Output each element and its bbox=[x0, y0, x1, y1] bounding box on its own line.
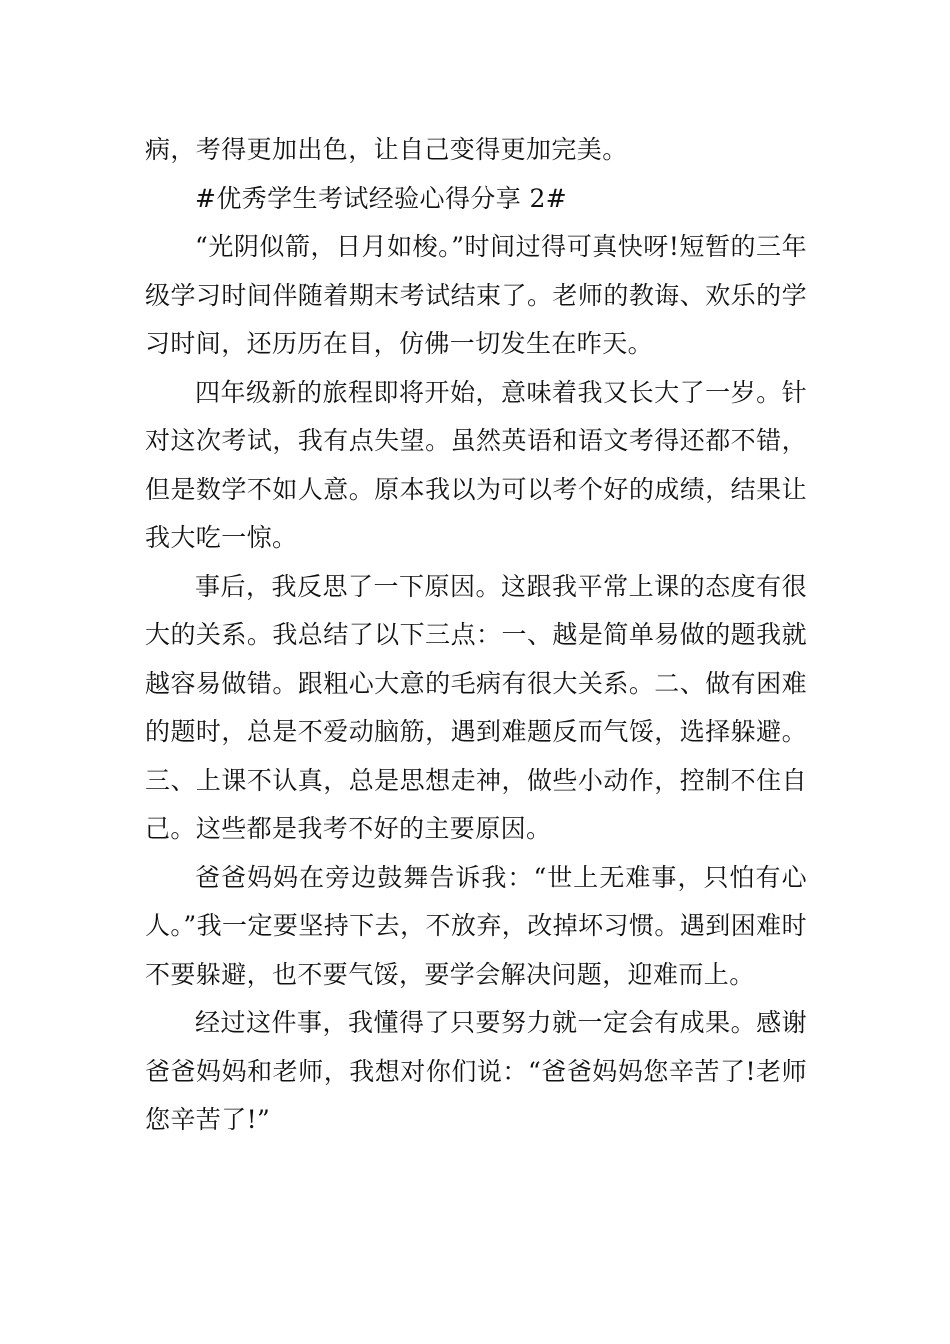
document-body bbox=[145, 126, 807, 1145]
paragraph-continuation: 病，考得更加出色，让自己变得更加完美。 bbox=[145, 135, 628, 164]
paragraph: 经过这件事，我懂得了只要努力就一定会有成果。感谢爸爸妈妈和老师，我想对你们说：“爸爸妈妈您辛苦了!老师您辛苦了!” bbox=[145, 1008, 807, 1134]
paragraph: 四年级新的旅程即将开始，意味着我又长大了一岁。针对这次考试，我有点失望。虽然英语和语文考得还都不错，但是数学不如人意。原本我以为可以考个好的成绩，结果让我大吃一惊。 bbox=[145, 377, 807, 552]
paragraph: 事后，我反思了一下原因。这跟我平常上课的态度有很大的关系。我总结了以下三点：一、越是简单易做的题我就越容易做错。跟粗心大意的毛病有很大关系。二、做有困难的题时，总是不爱动脑筋，遇到难题反而气馁，选择躲避。三、上课不认真，总是思想走神，做些小动作，控制不住自己。这些都是我考不好的主要原因。 bbox=[145, 571, 807, 843]
paragraph: 爸爸妈妈在旁边鼓舞告诉我：“世上无难事，只怕有心人。”我一定要坚持下去，不放弃，改掉坏习惯。遇到困难时不要躲避，也不要气馁，要学会解决问题，迎难而上。 bbox=[145, 862, 807, 989]
paragraph: “光阴似箭，日月如梭。”时间过得可真快呀!短暂的三年级学习时间伴随着期末考试结束了。老师的教诲、欢乐的学习时间，还历历在目，仿佛一切发生在昨天。 bbox=[145, 232, 807, 358]
section-heading: #优秀学生考试经验心得分享 2# bbox=[195, 183, 568, 213]
